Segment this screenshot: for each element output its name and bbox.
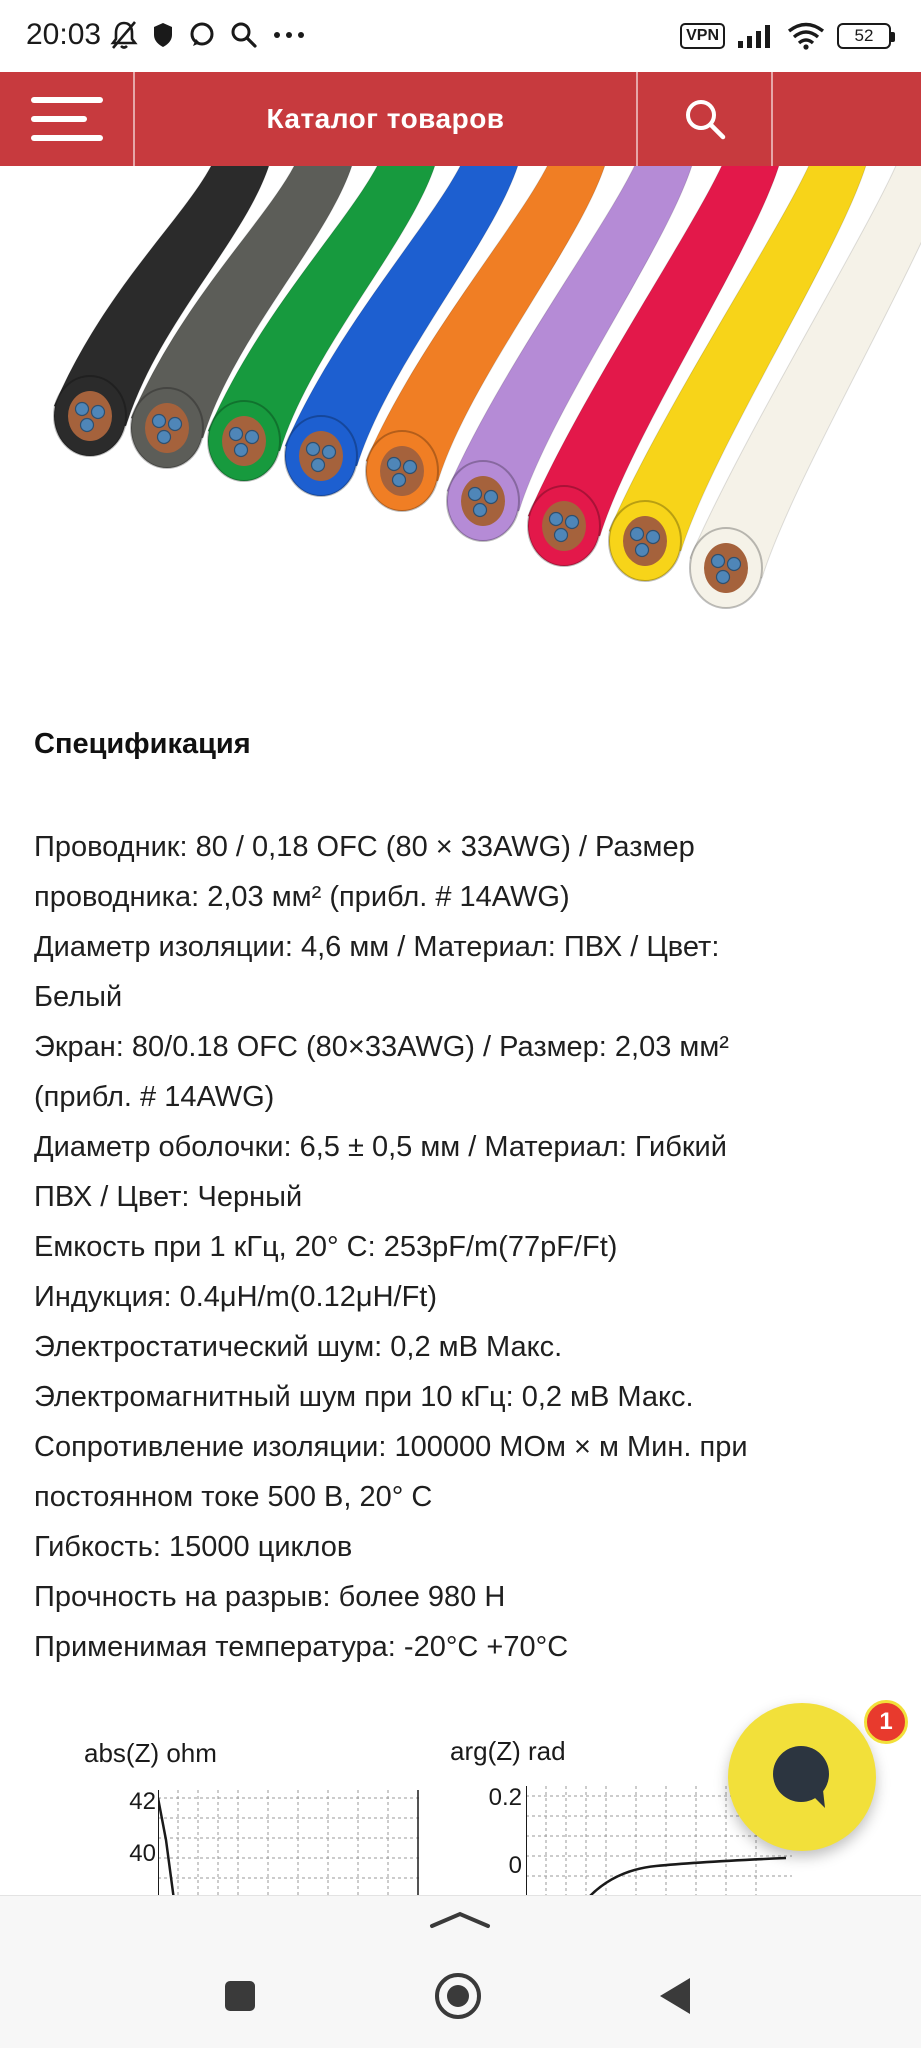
spec-line: Белый [34,981,123,1013]
spec-line: Емкость при 1 кГц, 20° С: 253pF/m(77pF/Ft) [34,1231,618,1263]
spec-line: проводника: 2,03 мм² (прибл. # 14AWG) [34,881,570,913]
chart-right-label: arg(Z) rad [450,1736,566,1766]
spec-line: Электромагнитный шум при 10 кГц: 0,2 мВ Макс. [34,1381,694,1413]
chat-button[interactable] [728,1703,876,1851]
chart-left-tick-2: 40 [129,1840,156,1867]
product-image [0,166,921,656]
header-extra-cell[interactable] [773,72,921,166]
spec-line: (прибл. # 14AWG) [34,1081,275,1113]
system-navigation-bar [0,1895,921,2048]
home-circle-icon [433,1971,483,2021]
chart-left-tick-top: 42 [129,1788,156,1815]
chat-bubble-icon [767,1744,837,1810]
status-time: 20:03 [26,18,102,51]
spec-line: Диаметр оболочки: 6,5 ± 0,5 мм / Материал: Гибкий [34,1131,727,1163]
battery-icon: 52 [837,23,891,49]
page-title: Каталог товаров [266,103,505,134]
spec-line: Электростатический шум: 0,2 мВ Макс. [34,1331,563,1363]
app-header [0,72,921,166]
spec-line: Проводник: 80 / 0,18 OFC (80 × 33AWG) / Размер [34,831,695,863]
chevron-up-icon[interactable] [428,1908,492,1930]
status-bar [0,0,921,72]
spec-line: Гибкость: 15000 циклов [34,1531,353,1563]
shield-icon [152,21,174,49]
more-dots-icon [272,30,306,40]
search-button[interactable] [638,72,773,166]
spec-line: ПВХ / Цвет: Черный [34,1181,303,1213]
search-icon [230,21,258,49]
hamburger-menu-icon [31,97,103,141]
menu-button[interactable] [0,72,135,166]
chat-notification-badge: 1 [864,1700,908,1744]
spec-line: постоянном токе 500 В, 20° С [34,1481,433,1513]
spec-line: Применимая температура: -20°C +70°C [34,1631,569,1663]
spec-line: Прочность на разрыв: более 980 Н [34,1581,506,1613]
back-button[interactable] [644,1966,704,2026]
spec-line: Диаметр изоляции: 4,6 мм / Материал: ПВХ / Цвет: [34,931,720,963]
recents-square-icon [223,1979,257,2013]
search-icon [683,97,727,141]
recents-button[interactable] [210,1966,270,2026]
chart-right-tick-top: 0.2 [488,1784,522,1811]
status-icons-left [110,20,306,50]
spec-list [34,822,884,1672]
chart-left-label: abs(Z) ohm [84,1738,217,1768]
home-button[interactable] [428,1966,488,2026]
spec-line: Экран: 80/0.18 OFC (80×33AWG) / Размер: 2,03 мм² [34,1031,729,1063]
wifi-icon [787,22,825,50]
cable-photo [0,166,921,656]
spec-line: Индукция: 0.4μH/m(0.12μH/Ft) [34,1281,438,1313]
spec-line: Сопротивление изоляции: 100000 МОм × м Мин. при [34,1431,748,1463]
signal-icon [737,23,775,49]
chart-right-tick-2: 0 [508,1852,522,1879]
vpn-icon: VPN [680,23,725,49]
chart-left-grid [158,1790,420,1895]
catalog-title-button[interactable] [135,72,638,166]
status-icons-right [680,22,891,50]
chat-bubble-icon [188,21,216,49]
bell-off-icon [110,20,138,50]
spec-heading: Спецификация [34,728,251,760]
back-triangle-icon [656,1976,692,2016]
